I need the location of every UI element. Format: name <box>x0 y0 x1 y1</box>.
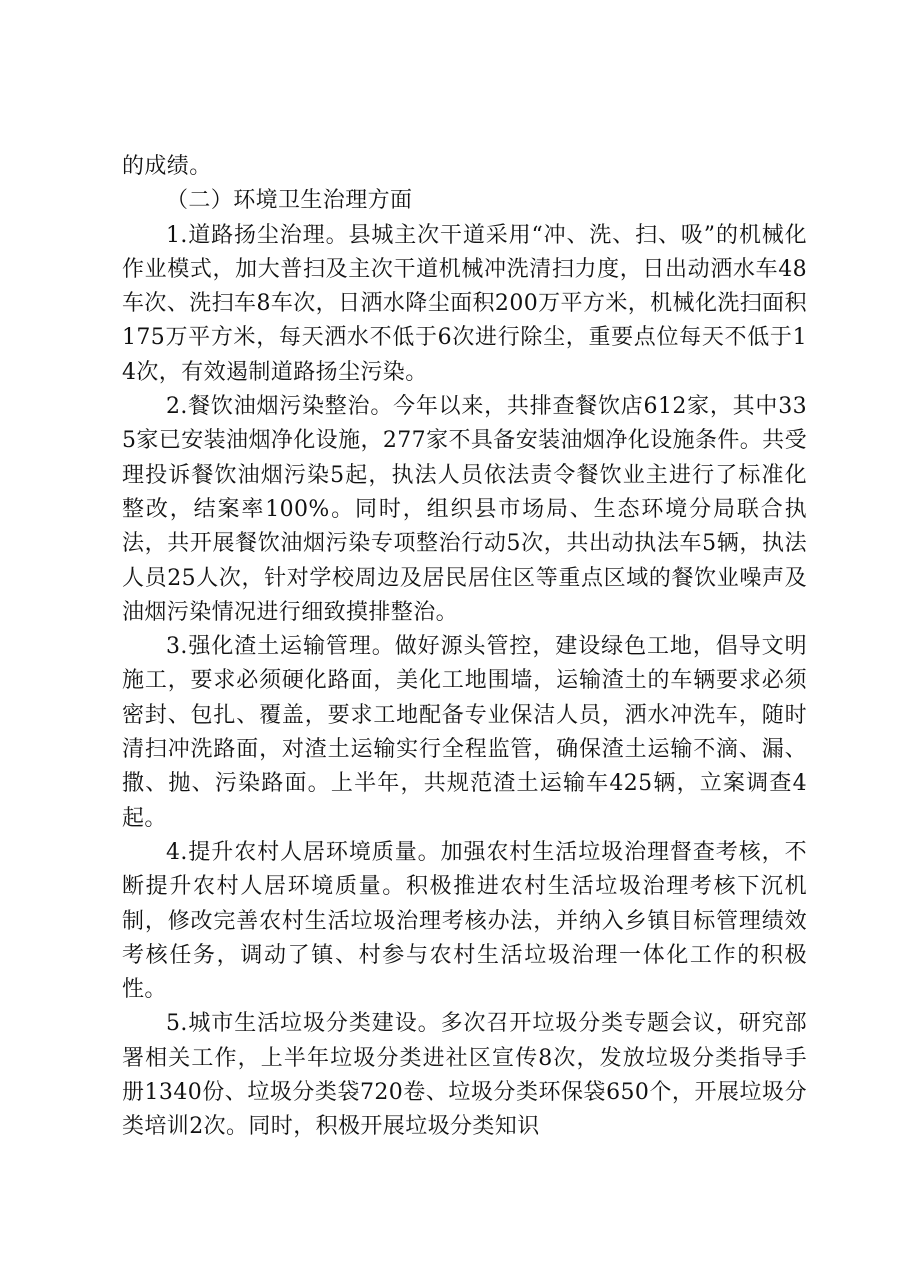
document-body <box>122 150 807 1145</box>
section-heading: （二）环境卫生治理方面 <box>166 188 413 214</box>
paragraph-rural-environment: 4.提升农村人居环境质量。加强农村生活垃圾治理督查考核，不断提升农村人居环境质量。积极推进农村生活垃圾治理考核下沉机制，修改完善农村生活垃圾治理考核办法，并纳入乡镇目标管理绩效考核任务，调动了镇、村参与农村生活垃圾治理一体化工作的积极性。 <box>122 839 807 1003</box>
paragraph-road-dust: 1.道路扬尘治理。县城主次干道采用“冲、洗、扫、吸”的机械化作业模式，加大普扫及主次干道机械冲洗清扫力度，日出动洒水车48车次、洗扫车8车次，日洒水降尘面积200万平方米，机械化洗扫面积175万平方米，每天洒水不低于6次进行除尘，重要点位每天不低于14次，有效遏制道路扬尘污染。 <box>122 222 807 385</box>
paragraph-catering-fumes: 2.餐饮油烟污染整治。今年以来，共排查餐饮店612家，其中335家已安装油烟净化设施，277家不具备安装油烟净化设施条件。共受理投诉餐饮油烟污染5起，执法人员依法责令餐饮业主进行了标准化整改，结案率100%。同时，组织县市场局、生态环境分局联合执法，共开展餐饮油烟污染专项整治行动5次，共出动执法车5辆，执法人员25人次，针对学校周边及居民居住区等重点区域的餐饮业噪声及油烟污染情况进行细致摸排整治。 <box>122 394 807 625</box>
paragraph-garbage-sorting: 5.城市生活垃圾分类建设。多次召开垃圾分类专题会议，研究部署相关工作，上半年垃圾分类进社区宣传8次，发放垃圾分类指导手册1340份、垃圾分类袋720卷、垃圾分类环保袋650个，开展垃圾分类培训2次。同时，积极开展垃圾分类知识 <box>122 1011 807 1140</box>
continuation-paragraph: 的成绩。 <box>122 154 212 179</box>
paragraph-muck-transport: 3.强化渣土运输管理。做好源头管控，建设绿色工地，倡导文明施工，要求必须硬化路面，美化工地围墙，运输渣土的车辆要求必须密封、包扎、覆盖，要求工地配备专业保洁人员，洒水冲洗车，随时清扫冲洗路面，对渣土运输实行全程监管，确保渣土运输不滴、漏、撒、抛、污染路面。上半年，共规范渣土运输车425辆，立案调查4起。 <box>122 634 807 831</box>
